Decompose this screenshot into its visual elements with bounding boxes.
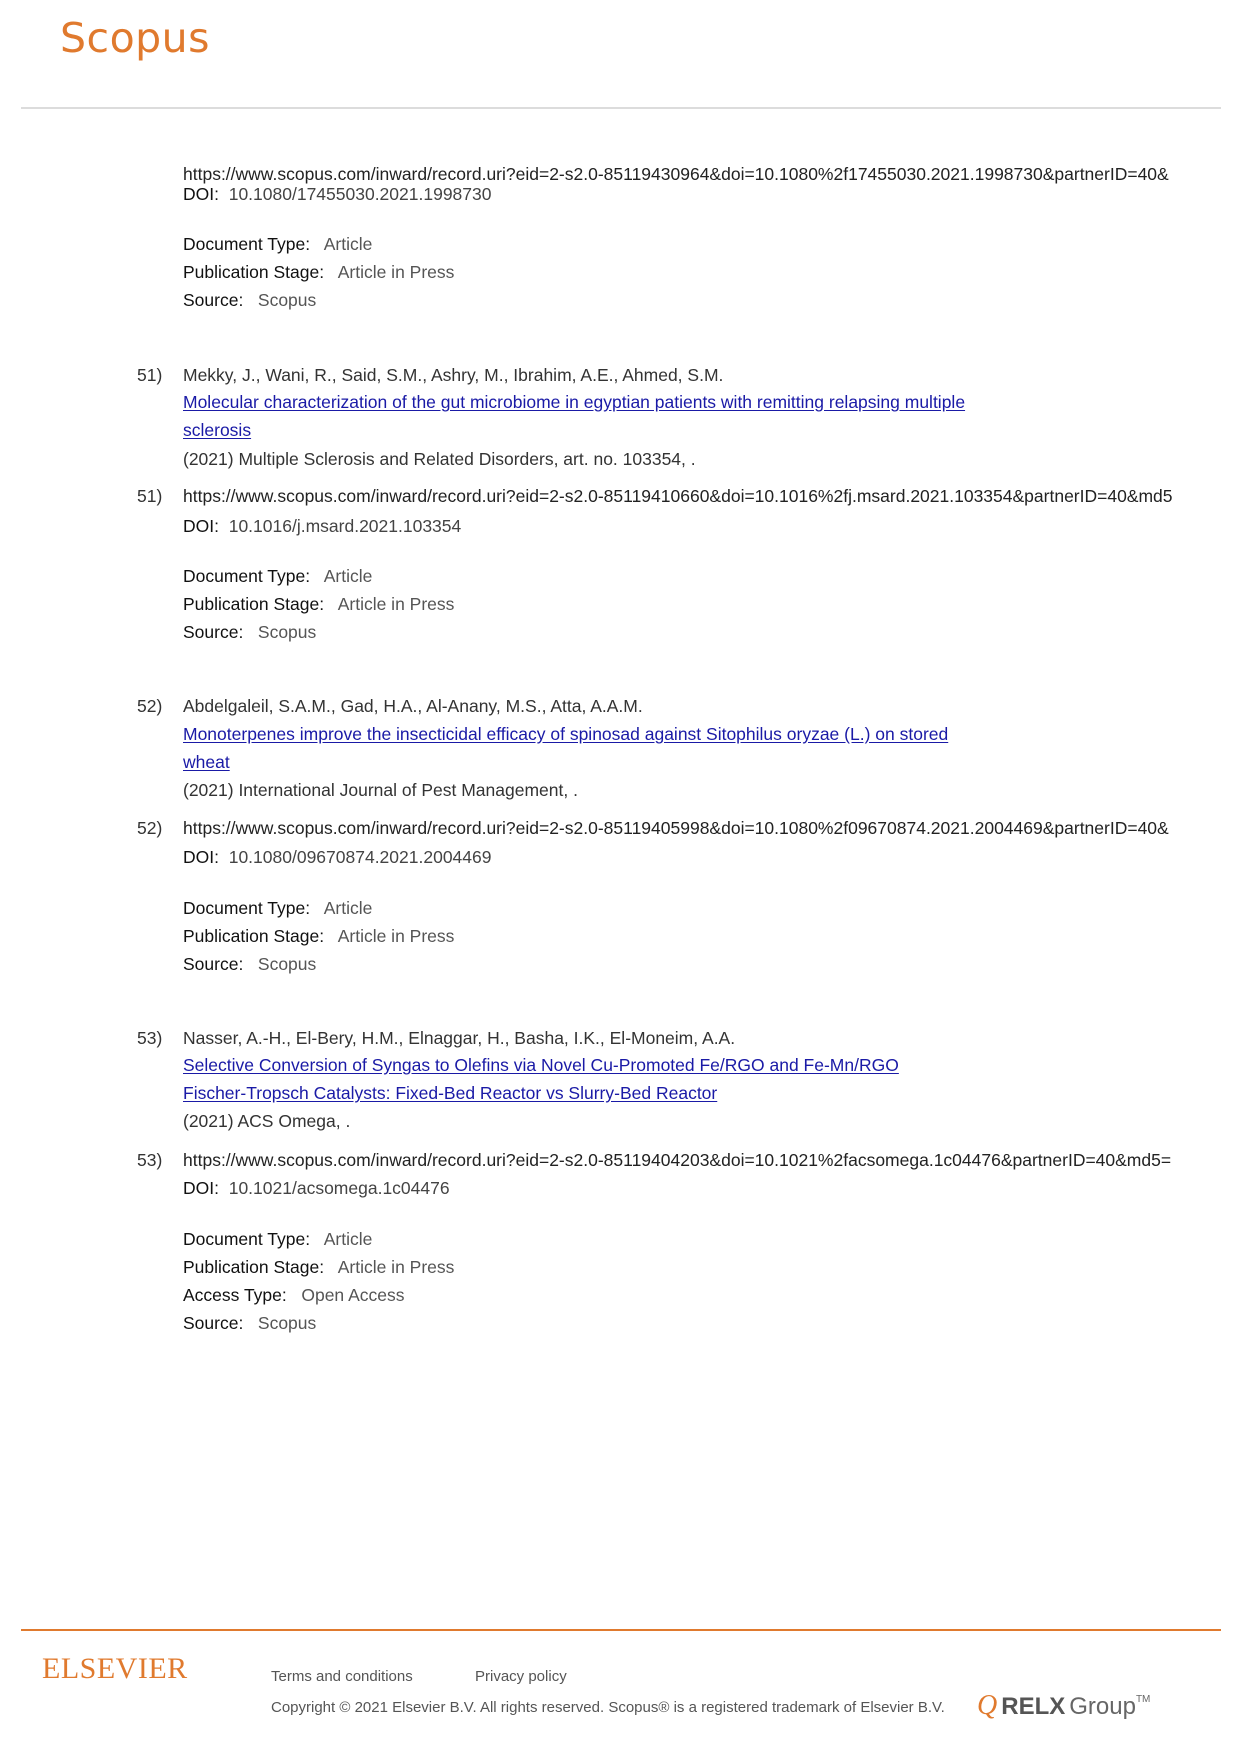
record-title-link[interactable]: Monoterpenes improve the insecticidal efficacy of spinosad against Sitophilus oryzae (L.) on stored xyxy=(183,724,949,744)
relx-group-wordmark: Group xyxy=(1069,1693,1136,1720)
relx-mark-icon: Q xyxy=(977,1690,998,1721)
record-title-link[interactable]: Selective Conversion of Syngas to Olefins via Novel Cu-Promoted Fe/RGO and Fe-Mn/RGO xyxy=(183,1055,899,1075)
footer-divider xyxy=(21,1629,1221,1631)
meta-source xyxy=(183,621,316,643)
meta-publication-stage xyxy=(183,1256,454,1278)
meta-source xyxy=(183,289,316,311)
meta-label: Source: xyxy=(183,290,244,310)
meta-value: Article xyxy=(323,898,373,918)
record-url-number: 51) xyxy=(137,486,163,506)
doi-label: DOI: xyxy=(183,1178,219,1198)
meta-label: Source: xyxy=(183,622,244,642)
record-title-link[interactable]: Molecular characterization of the gut microbiome in egyptian patients with remitting relapsing multiple xyxy=(183,392,966,412)
record-title-line-2[interactable] xyxy=(183,1082,717,1104)
meta-publication-stage xyxy=(183,925,454,947)
record-source: (2021) ACS Omega, . xyxy=(183,1111,351,1131)
record-doi xyxy=(183,183,491,205)
meta-label: Publication Stage: xyxy=(183,594,325,614)
record-number: 53) xyxy=(137,1028,163,1048)
record-title-line-2[interactable] xyxy=(183,419,251,441)
meta-value: Article in Press xyxy=(337,262,455,282)
record-url[interactable]: https://www.scopus.com/inward/record.uri?eid=2-s2.0-85119430964&doi=10.1080%2f17455030.2021.1998730&partnerID=40& xyxy=(183,164,1169,184)
meta-source xyxy=(183,1312,316,1334)
elsevier-logo: ELSEVIER xyxy=(42,1652,188,1685)
record-title-link[interactable]: sclerosis xyxy=(183,420,252,440)
meta-source xyxy=(183,953,316,975)
meta-value: Article in Press xyxy=(337,926,455,946)
record-source: (2021) Multiple Sclerosis and Related Disorders, art. no. 103354, . xyxy=(183,449,696,469)
privacy-policy-link[interactable]: Privacy policy xyxy=(475,1668,567,1685)
relx-wordmark: RELX xyxy=(1001,1693,1066,1720)
meta-value: Article xyxy=(323,234,373,254)
meta-value: Scopus xyxy=(257,290,317,310)
record-authors: Abdelgaleil, S.A.M., Gad, H.A., Al-Anany, M.S., Atta, A.A.M. xyxy=(183,696,643,716)
record-doi xyxy=(183,515,461,537)
record-number: 52) xyxy=(137,696,163,716)
record-url-number: 53) xyxy=(137,1150,163,1170)
record-source: (2021) International Journal of Pest Management, . xyxy=(183,780,578,800)
meta-value: Scopus xyxy=(257,1313,317,1333)
record-title-link[interactable]: Fischer-Tropsch Catalysts: Fixed-Bed Reactor vs Slurry-Bed Reactor xyxy=(183,1083,718,1103)
doi-value: 10.1021/acsomega.1c04476 xyxy=(228,1178,450,1198)
meta-publication-stage xyxy=(183,593,454,615)
record-doi xyxy=(183,846,491,868)
doi-label: DOI: xyxy=(183,847,219,867)
meta-value: Open Access xyxy=(301,1285,405,1305)
record-title-line-1[interactable] xyxy=(183,391,965,413)
trademark-symbol: TM xyxy=(1135,1694,1151,1705)
scopus-logo: Scopus xyxy=(60,14,211,62)
meta-label: Document Type: xyxy=(183,234,311,254)
record-url-number: 52) xyxy=(137,818,163,838)
record-title-line-1[interactable] xyxy=(183,1054,899,1076)
meta-label: Publication Stage: xyxy=(183,1257,325,1277)
relx-group-logo xyxy=(977,1690,1150,1722)
record-doi xyxy=(183,1177,450,1199)
doi-label: DOI: xyxy=(183,184,219,204)
record-url[interactable]: https://www.scopus.com/inward/record.uri?eid=2-s2.0-85119404203&doi=10.1021%2facsomega.1c04476&partnerID=40&md5= xyxy=(183,1150,1172,1170)
record-title-link[interactable]: wheat xyxy=(183,752,230,772)
meta-value: Article in Press xyxy=(337,1257,455,1277)
record-authors: Mekky, J., Wani, R., Said, S.M., Ashry, M., Ibrahim, A.E., Ahmed, S.M. xyxy=(183,365,724,385)
meta-document-type xyxy=(183,233,372,255)
meta-label: Publication Stage: xyxy=(183,262,325,282)
record-url[interactable]: https://www.scopus.com/inward/record.uri?eid=2-s2.0-85119405998&doi=10.1080%2f09670874.2021.2004469&partnerID=40& xyxy=(183,818,1169,838)
record-authors: Nasser, A.-H., El-Bery, H.M., Elnaggar, H., Basha, I.K., El-Moneim, A.A. xyxy=(183,1028,736,1048)
meta-value: Scopus xyxy=(257,954,317,974)
doi-value: 10.1080/09670874.2021.2004469 xyxy=(228,847,492,867)
record-title-line-2[interactable] xyxy=(183,751,230,773)
meta-label: Source: xyxy=(183,954,244,974)
meta-label: Document Type: xyxy=(183,898,311,918)
meta-label: Publication Stage: xyxy=(183,926,325,946)
meta-label: Document Type: xyxy=(183,1229,311,1249)
meta-label: Document Type: xyxy=(183,566,311,586)
meta-access-type xyxy=(183,1284,404,1306)
meta-value: Article in Press xyxy=(337,594,455,614)
meta-value: Article xyxy=(323,566,373,586)
meta-publication-stage xyxy=(183,261,454,283)
terms-and-conditions-link[interactable]: Terms and conditions xyxy=(271,1668,413,1685)
meta-label: Source: xyxy=(183,1313,244,1333)
doi-value: 10.1080/17455030.2021.1998730 xyxy=(228,184,492,204)
record-title-line-1[interactable] xyxy=(183,723,948,745)
meta-document-type xyxy=(183,565,372,587)
header-divider xyxy=(21,107,1221,109)
record-url[interactable]: https://www.scopus.com/inward/record.uri?eid=2-s2.0-85119410660&doi=10.1016%2fj.msard.2021.103354&partnerID=40&md5 xyxy=(183,486,1173,506)
meta-value: Article xyxy=(323,1229,373,1249)
meta-value: Scopus xyxy=(257,622,317,642)
copyright-text: Copyright © 2021 Elsevier B.V. All rights reserved. Scopus® is a registered trademark of Elsevier B.V. xyxy=(271,1699,945,1716)
meta-document-type xyxy=(183,1228,372,1250)
record-number: 51) xyxy=(137,365,163,385)
meta-label: Access Type: xyxy=(183,1285,287,1305)
meta-document-type xyxy=(183,897,372,919)
doi-value: 10.1016/j.msard.2021.103354 xyxy=(228,516,462,536)
doi-label: DOI: xyxy=(183,516,219,536)
